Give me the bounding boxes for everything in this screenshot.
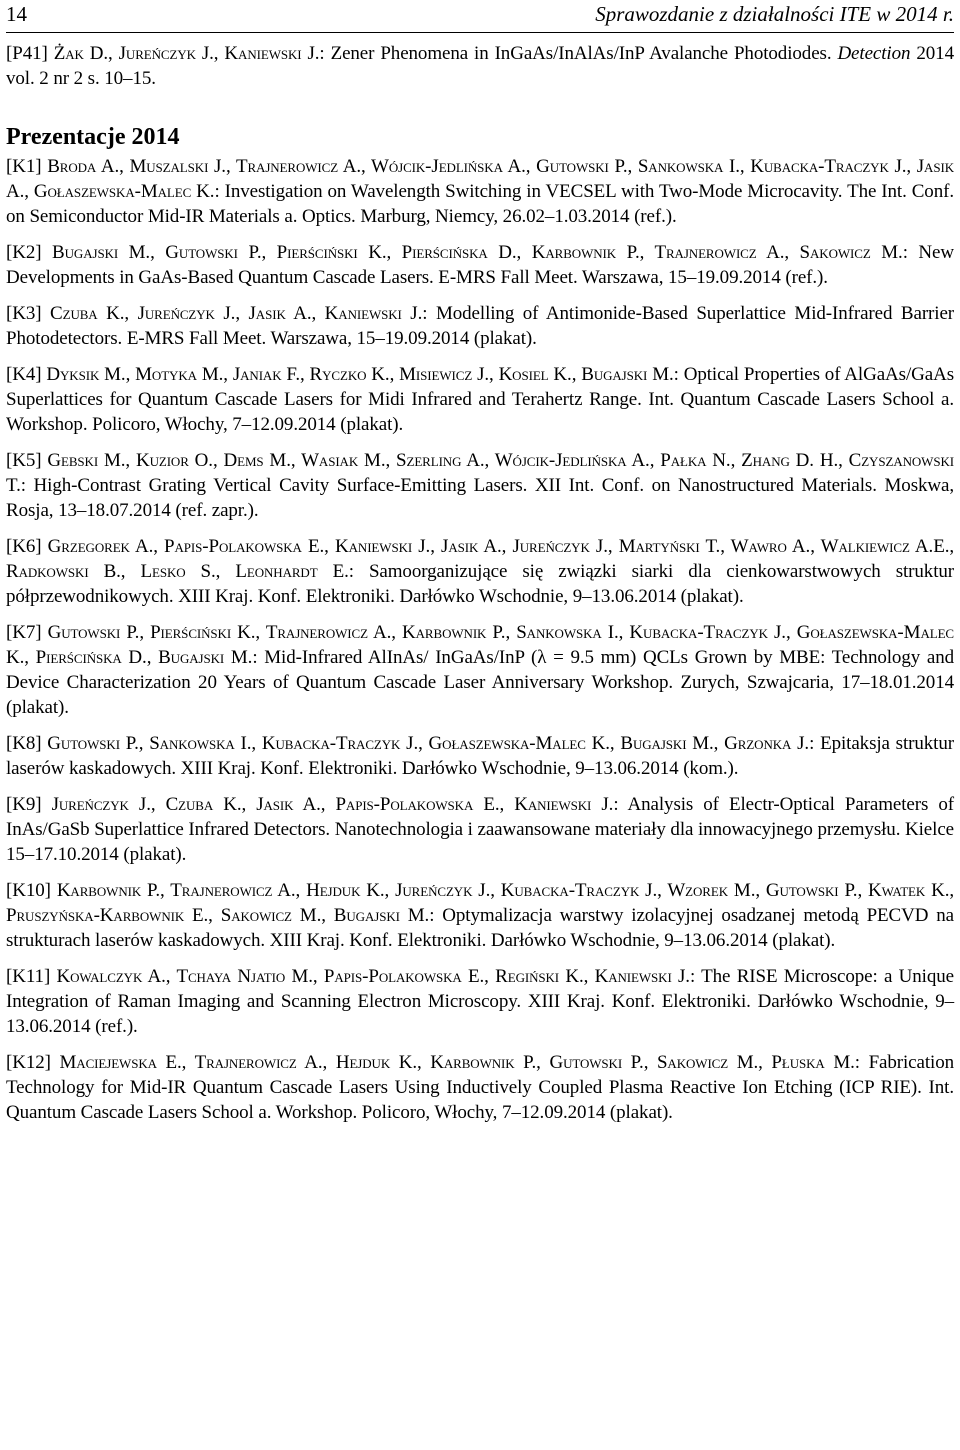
entry-key: [K7] [6,622,42,643]
entry-key: [K2] [6,242,42,263]
entry-text: : Epitaksja struktur laserów kaskadowych. XIII Kraj. Konf. Elektroniki. Darłówko Wschodnie, 9–13.06.2014 (kom.). [6,733,954,779]
entry-key: [K3] [6,303,42,324]
page-header [6,0,954,33]
entry-text: : Investigation on Wavelength Switching in VECSEL with Two-Mode Microcavity. The Int. Conf. on Semiconductor Mid-IR Materials a. Optics. Marburg, Niemcy, 26.02–1.03.2014 (ref.). [6,181,954,227]
entry-title: : Zener Phenomena in InGaAs/InAlAs/InP Avalanche Photodiodes. [319,43,832,64]
entry-authors: Grzegorek A., Papis-Polakowska E., Kaniewski J., Jasik A., Jureńczyk J., Martyński T., Wawro A., Walkiewicz A.E., Radkowski B., Lesko S., Leonhardt E. [6,536,955,582]
entry-key: [P41] [6,43,48,64]
entry-key: [K10] [6,880,51,901]
presentation-entry-k9 [6,792,954,867]
entry-authors: Gutowski P., Pierściński K., Trajnerowicz A., Karbownik P., Sankowska I., Kubacka-Traczyk J., Gołaszewska-Malec K., Pierścińska D., Bugajski M. [6,622,954,668]
entry-text: : Fabrication Technology for Mid-IR Quantum Cascade Lasers Using Inductively Coupled Plasma Reactive Ion Etching (ICP RIE). Int. Quantum Cascade Lasers School a. Workshop. Policoro, Włochy, 7–12.09.2014 (plakat). [6,1052,955,1123]
entry-authors: Jureńczyk J., Czuba K., Jasik A., Papis-Polakowska E., Kaniewski J. [51,794,614,815]
entry-text: : Samoorganizujące się związki siarki dla cienkowarstwowych struktur półprzewodnikowych. XIII Kraj. Konf. Elektroniki. Darłówko Wschodnie, 9–13.06.2014 (plakat). [6,561,955,607]
entry-key: [K5] [6,450,42,471]
entry-key: [K6] [6,536,42,557]
entry-key: [K8] [6,733,42,754]
entry-key: [K9] [6,794,42,815]
entry-text: : Optymalizacja warstwy izolacyjnej osadzanej metodą PECVD na strukturach laserów kaskadowych. XIII Kraj. Konf. Elektroniki. Darłówko Wschodnie, 9–13.06.2014 (plakat). [6,905,955,951]
entry-key: [K1] [6,156,42,177]
entry-details: 2014 vol. 2 nr 2 s. 10–15. [6,43,954,89]
page-number: 14 [6,2,27,26]
presentation-entry-k4 [6,362,954,437]
presentation-entry-k11 [6,964,954,1039]
entry-authors: Maciejewska E., Trajnerowicz A., Hejduk K., Karbownik P., Gutowski P., Sakowicz M., Płuska M. [59,1052,855,1073]
presentation-entry-k3 [6,301,954,351]
presentation-entry-k7 [6,620,954,720]
entry-authors: Karbownik P., Trajnerowicz A., Hejduk K., Jureńczyk J., Kubacka-Traczyk J., Wzorek M., Gutowski P., Kwatek K., Pruszyńska-Karbownik E., Sakowicz M., Bugajski M. [6,880,955,926]
presentation-entry-k8 [6,731,954,781]
entry-text: : The RISE Microscope: a Unique Integration of Raman Imaging and Scanning Electron Microscopy. XIII Kraj. Konf. Elektroniki. Darłówko Wschodnie, 9–13.06.2014 (ref.). [6,966,954,1037]
entry-key: [K11] [6,966,51,987]
entry-authors: Broda A., Muszalski J., Trajnerowicz A., Wójcik-Jedlińska A., Gutowski P., Sankowska I., Kubacka-Traczyk J., Jasik A., Gołaszewska-Malec K. [6,156,954,202]
entry-text: : Mid-Infrared AlInAs/ InGaAs/InP (λ = 9.5 mm) QCLs Grown by MBE: Technology and Device Characterization 20 Years of Quantum Cascade Laser Anniversary Workshop. Zurych, Szwajcaria, 17–18.01.2014 (plakat). [6,647,954,718]
entry-key: [K4] [6,364,42,385]
presentation-entry-k2 [6,240,954,290]
publication-entry-p41 [6,41,954,91]
entry-authors: Dyksik M., Motyka M., Janiak F., Ryczko K., Misiewicz J., Kosiel K., Bugajski M. [46,364,674,385]
presentation-entry-k1 [6,154,954,229]
presentation-entry-k10 [6,878,954,953]
presentation-entry-k6 [6,534,954,609]
entry-text: : New Developments in GaAs-Based Quantum Cascade Lasers. E-MRS Fall Meet. Warszawa, 15–19.09.2014 (ref.). [6,242,955,288]
entry-key: [K12] [6,1052,51,1073]
entry-authors: Gebski M., Kuzior O., Dems M., Wasiak M., Szerling A., Wójcik-Jedlińska A., Pałka N., Zhang D. H., Czyszanowski T. [6,450,954,496]
entry-authors: Czuba K., Jureńczyk J., Jasik A., Kaniewski J. [50,303,423,324]
entry-text: : Analysis of Electr-Optical Parameters of InAs/GaSb Superlattice Infrared Detectors. Nanotechnologia i zaawansowane materiały dla innowacyjnego przemysłu. Kielce 15–17.10.2014 (plakat). [6,794,954,865]
section-heading: Prezentacje 2014 [6,124,180,150]
entry-authors: Gutowski P., Sankowska I., Kubacka-Traczyk J., Gołaszewska-Malec K., Bugajski M., Grzonka J. [47,733,810,754]
presentation-entry-k5 [6,448,954,523]
entry-text: : Modelling of Antimonide-Based Superlattice Mid-Infrared Barrier Photodetectors. E-MRS Fall Meet. Warszawa, 15–19.09.2014 (plakat). [6,303,955,349]
entry-text: : High-Contrast Grating Vertical Cavity Surface-Emitting Lasers. XII Int. Conf. on Nanostructured Materials. Moskwa, Rosja, 13–18.07.2014 (ref. zapr.). [6,475,954,521]
running-title: Sprawozdanie z działalności ITE w 2014 r. [595,2,954,26]
entry-text: : Optical Properties of AlGaAs/GaAs Superlattices for Quantum Cascade Lasers for Midi Infrared and Terahertz Range. Int. Quantum Cascade Lasers School a. Workshop. Policoro, Włochy, 7–12.09.2014 (plakat). [6,364,954,435]
entry-authors: Żak D., Jureńczyk J., Kaniewski J. [53,43,320,64]
entry-authors: Bugajski M., Gutowski P., Pierściński K., Pierścińska D., Karbownik P., Trajnerowicz A., Sakowicz M. [52,242,903,263]
entry-authors: Kowalczyk A., Tchaya Njatio M., Papis-Polakowska E., Regiński K., Kaniewski J. [56,966,690,987]
presentation-entry-k12 [6,1050,954,1125]
entry-journal: Detection [837,43,911,64]
